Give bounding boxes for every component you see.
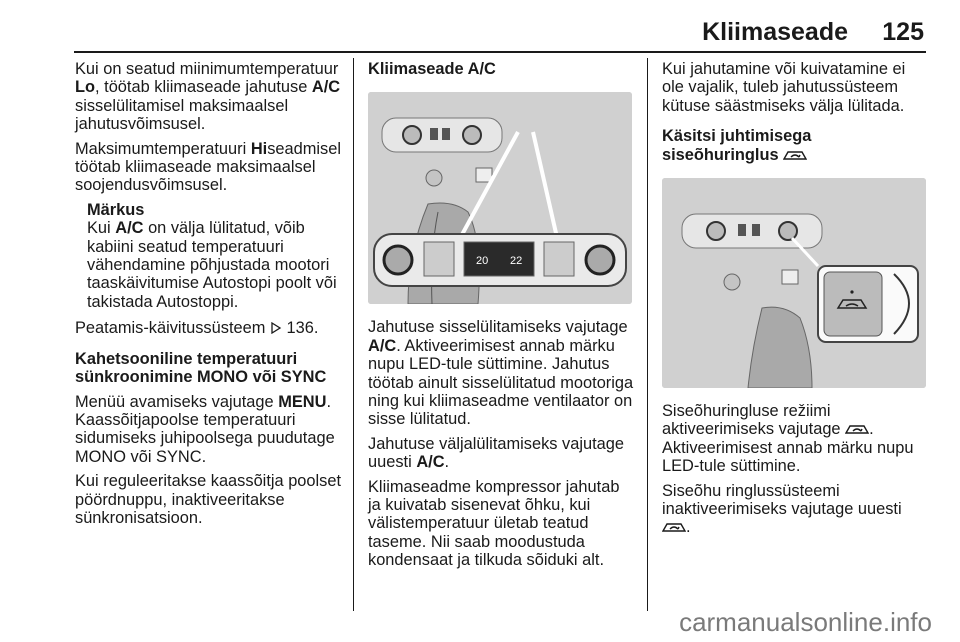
cross-reference[interactable]	[75, 319, 343, 337]
text: .	[686, 518, 691, 537]
note-block	[75, 201, 343, 311]
ac-panel-illustration	[368, 92, 632, 304]
paragraph-ac-off	[368, 435, 634, 472]
section-heading-ac: Kliimaseade A/C	[368, 60, 496, 78]
paragraph-save-fuel: Kui jahutamine või kuivatamine ei ole vajalik, tuleb jahutussüsteem kütuse säästmiseks välja lülitada.	[662, 60, 906, 115]
column-divider-1	[353, 58, 354, 611]
column-divider-2	[647, 58, 648, 611]
text: Siseõhuringluse režiimi aktiveerimiseks vajutage	[662, 402, 841, 439]
text: . Aktiveerimisest annab märku nupu LED-tule süttimine. Jahutus töötab ainult sisselülitatud mootoriga ning kui kliimaseadme ventilaator on sisse lülitatud.	[368, 336, 634, 429]
paragraph-hi	[75, 140, 343, 195]
recirculation-icon	[845, 422, 869, 436]
ac-keyword: A/C	[416, 453, 445, 472]
section-heading-recirculation	[662, 127, 928, 164]
header-title: Kliimaseade	[702, 18, 848, 46]
column-3	[662, 60, 928, 543]
ac-keyword: A/C	[311, 78, 341, 97]
text: seadmisel töötab kliimaseade maksimaalsel soojendusvõimsusel.	[75, 139, 342, 195]
text: sisselülitamisel maksimaalsel jahutusvõimsusel.	[75, 96, 289, 134]
note-title: Märkus	[87, 200, 145, 219]
ref-page: 136.	[286, 319, 319, 338]
note	[87, 201, 343, 311]
text: .	[444, 453, 450, 472]
paragraph-sync: Kui reguleeritakse kaassõitja poolset pöördnuppu, inaktiveeritakse sünkronisatsioon.	[75, 472, 342, 527]
page-number: 125	[882, 18, 924, 46]
text: Kui	[87, 219, 111, 238]
paragraph-menu	[75, 393, 343, 467]
recirculation-icon	[783, 148, 807, 162]
hi-keyword: Hi	[250, 139, 268, 158]
menu-keyword: MENU	[278, 392, 327, 411]
page-ref-arrow-icon-glyph	[270, 322, 282, 334]
sub-heading-sync: Kahetsooniline temperatuuri sünkroonimine MONO või SYNC	[75, 349, 327, 387]
display-left-temp: 20	[476, 255, 489, 268]
lo-keyword: Lo	[75, 78, 96, 97]
ac-keyword: A/C	[115, 219, 144, 238]
paragraph-ac-on	[368, 318, 634, 428]
text: Maksimumtemperatuuri	[75, 139, 247, 158]
heading-text: Käsitsi juhtimisega siseõhuringlus	[662, 127, 812, 164]
text: Kui on seatud miinimumtemperatuur	[75, 60, 339, 78]
header-rule	[74, 51, 926, 53]
column-2	[368, 60, 634, 576]
paragraph-recirc-off	[662, 482, 928, 537]
text: Jahutuse väljalülitamiseks vajutage uuesti	[368, 434, 625, 472]
ref-text: Peatamis-käivitussüsteem	[75, 319, 266, 338]
text: Menüü avamiseks vajutage	[75, 392, 274, 411]
paragraph-recirc-on	[662, 402, 928, 476]
text: on välja lülitatud, võib kabiini seatud temperatuuri vähendamine põhjustada mootori taaskäivitumise Autostopi poolt või takistada Autostoppi.	[87, 219, 337, 311]
text: Jahutuse sisselülitamiseks vajutage	[368, 318, 628, 337]
display-right-temp: 22	[510, 255, 523, 268]
text: , töötab kliimaseade jahutuse	[95, 78, 308, 97]
paragraph-compressor: Kliimaseadme kompressor jahutab ja kuivatab sisenevat õhku, kui välistemperatuur ületab teatud taseme. Nii saab moodustuda kondensaat ja tilkuda sõiduki alt.	[368, 477, 620, 570]
text: Siseõhu ringlussüsteemi inaktiveerimiseks vajutage uuesti	[662, 481, 902, 519]
paragraph-lo	[75, 60, 343, 134]
watermark: carmanualsonline.info	[679, 607, 932, 637]
recirculation-icon	[662, 520, 686, 534]
column-1	[75, 60, 343, 533]
ac-keyword: A/C	[368, 336, 397, 355]
recirculation-button-illustration	[662, 178, 926, 388]
text: . Kaassõitjapoolse temperatuuri sidumiseks juhipoolsega puudutage MONO või SYNC.	[75, 392, 335, 466]
text: . Aktiveerimisest annab märku nupu LED-tule süttimine.	[662, 420, 914, 476]
